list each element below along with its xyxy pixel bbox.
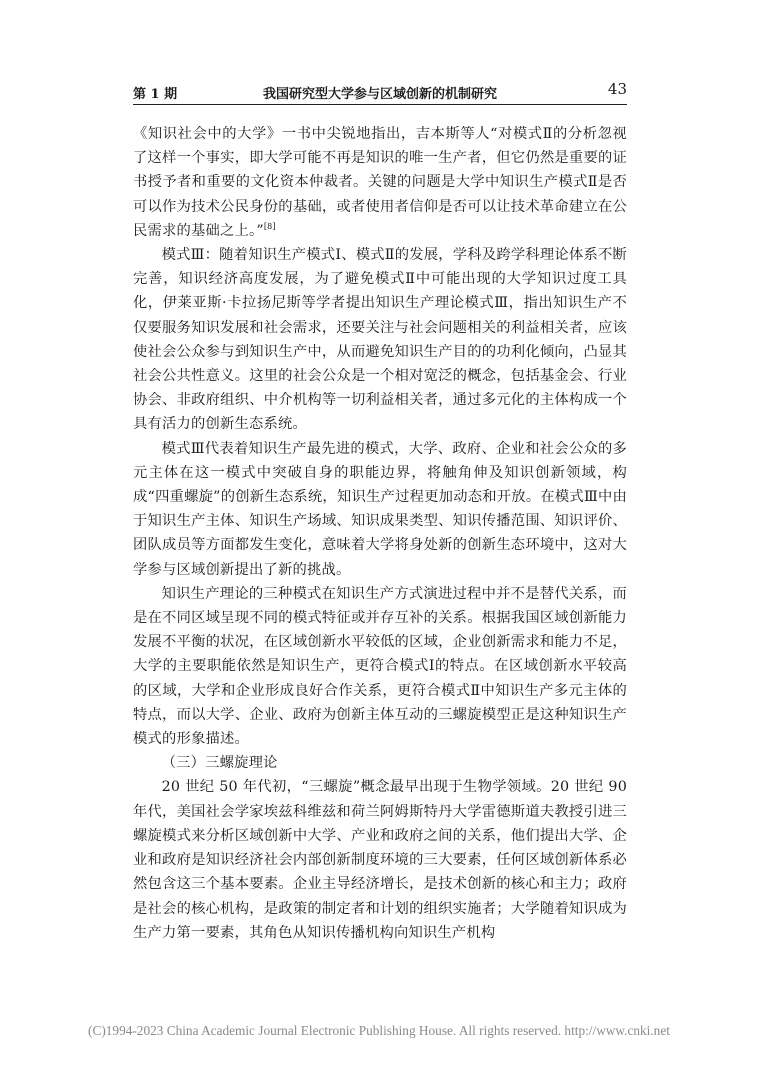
paragraph-4: 知识生产理论的三种模式在知识生产方式演进过程中并不是替代关系，而是在不同区域呈现不同的模式特征或并存互补的关系。根据我国区域创新能力发展不平衡的状况，在区域创新水平较低的区域，企业创新需求和能力不足，大学的主要职能依然是知识生产，更符合模式Ⅰ的特点。在区域创新水平较高的区域，大学和企业形成良好合作关系，更符合模式Ⅱ中知识生产多元主体的特点，而以大学、企业、政府为创新主体互动的三螺旋模型正是这种知识生产模式的形象描述。 <box>133 585 627 748</box>
article-body <box>133 122 627 945</box>
paragraph-1-text: 《知识社会中的大学》一书中尖锐地指出，吉本斯等人“对模式Ⅱ的分析忽视了这样一个事实，即大学可能不再是知识的唯一生产者，但它仍然是重要的证书授予者和重要的文化资本仲裁者。关键的问题是大学中知识生产模式Ⅱ是否可以作为技术公民身份的基础，或者使用者信仰是否可以让技术革命建立在公民需求的基础之上。” <box>133 126 627 239</box>
section-heading: （三）三螺旋理论 <box>161 755 278 772</box>
issue-number: 第 1 期 <box>133 87 178 102</box>
copyright-footer: (C)1994-2023 China Academic Journal Electronic Publishing House. All rights reserved. http://www.cnki.net <box>88 1023 670 1038</box>
running-title: 我国研究型大学参与区域创新的机制研究 <box>262 87 497 102</box>
citation-mark: [8] <box>263 222 276 232</box>
paragraph-2: 模式Ⅲ：随着知识生产模式Ⅰ、模式Ⅱ的发展，学科及跨学科理论体系不断完善，知识经济高度发展，为了避免模式Ⅱ中可能出现的大学知识过度工具化，伊莱亚斯·卡拉扬尼斯等学者提出知识生产理论模式Ⅲ，指出知识生产不仅要服务知识发展和社会需求，还要关注与社会问题相关的利益相关者，应该使社会公众参与到知识生产中，从而避免知识生产目的的功利化倾向，凸显其社会公共性意义。这里的社会公众是一个相对宽泛的概念，包括基金会、行业协会、非政府组织、中介机构等一切利益相关者，通过多元化的主体构成一个具有活力的创新生态系统。 <box>133 247 627 433</box>
paragraph-1 <box>133 122 627 243</box>
page-number: 43 <box>607 80 627 98</box>
header-divider <box>133 104 627 105</box>
paragraph-5: 20 世纪 50 年代初，“三螺旋”概念最早出现于生物学领域。20 世纪 90 年代，美国社会学家埃兹科维兹和荷兰阿姆斯特丹大学雷德斯道夫教授引进三螺旋模式来分析区域创新中大学、产业和政府之间的关系，他们提出大学、企业和政府是知识经济社会内部创新制度环境的三大要素，任何区域创新体系必然包含这三个基本要素。企业主导经济增长，是技术创新的核心和主力；政府是社会的核心机构，是政策的制定者和计划的组织实施者；大学随着知识成为生产力第一要素，其角色从知识传播机构向知识生产机构 <box>133 779 627 941</box>
paragraph-3: 模式Ⅲ代表着知识生产最先进的模式，大学、政府、企业和社会公众的多元主体在这一模式中突破自身的职能边界，将触角伸及知识创新领域，构成“四重螺旋”的创新生态系统，知识生产过程更加动态和开放。在模式Ⅲ中由于知识生产主体、知识生产场域、知识成果类型、知识传播范围、知识评价、团队成员等方面都发生变化，意味着大学将身处新的创新生态环境中，这对大学参与区域创新提出了新的挑战。 <box>133 440 627 578</box>
running-header <box>133 80 627 102</box>
